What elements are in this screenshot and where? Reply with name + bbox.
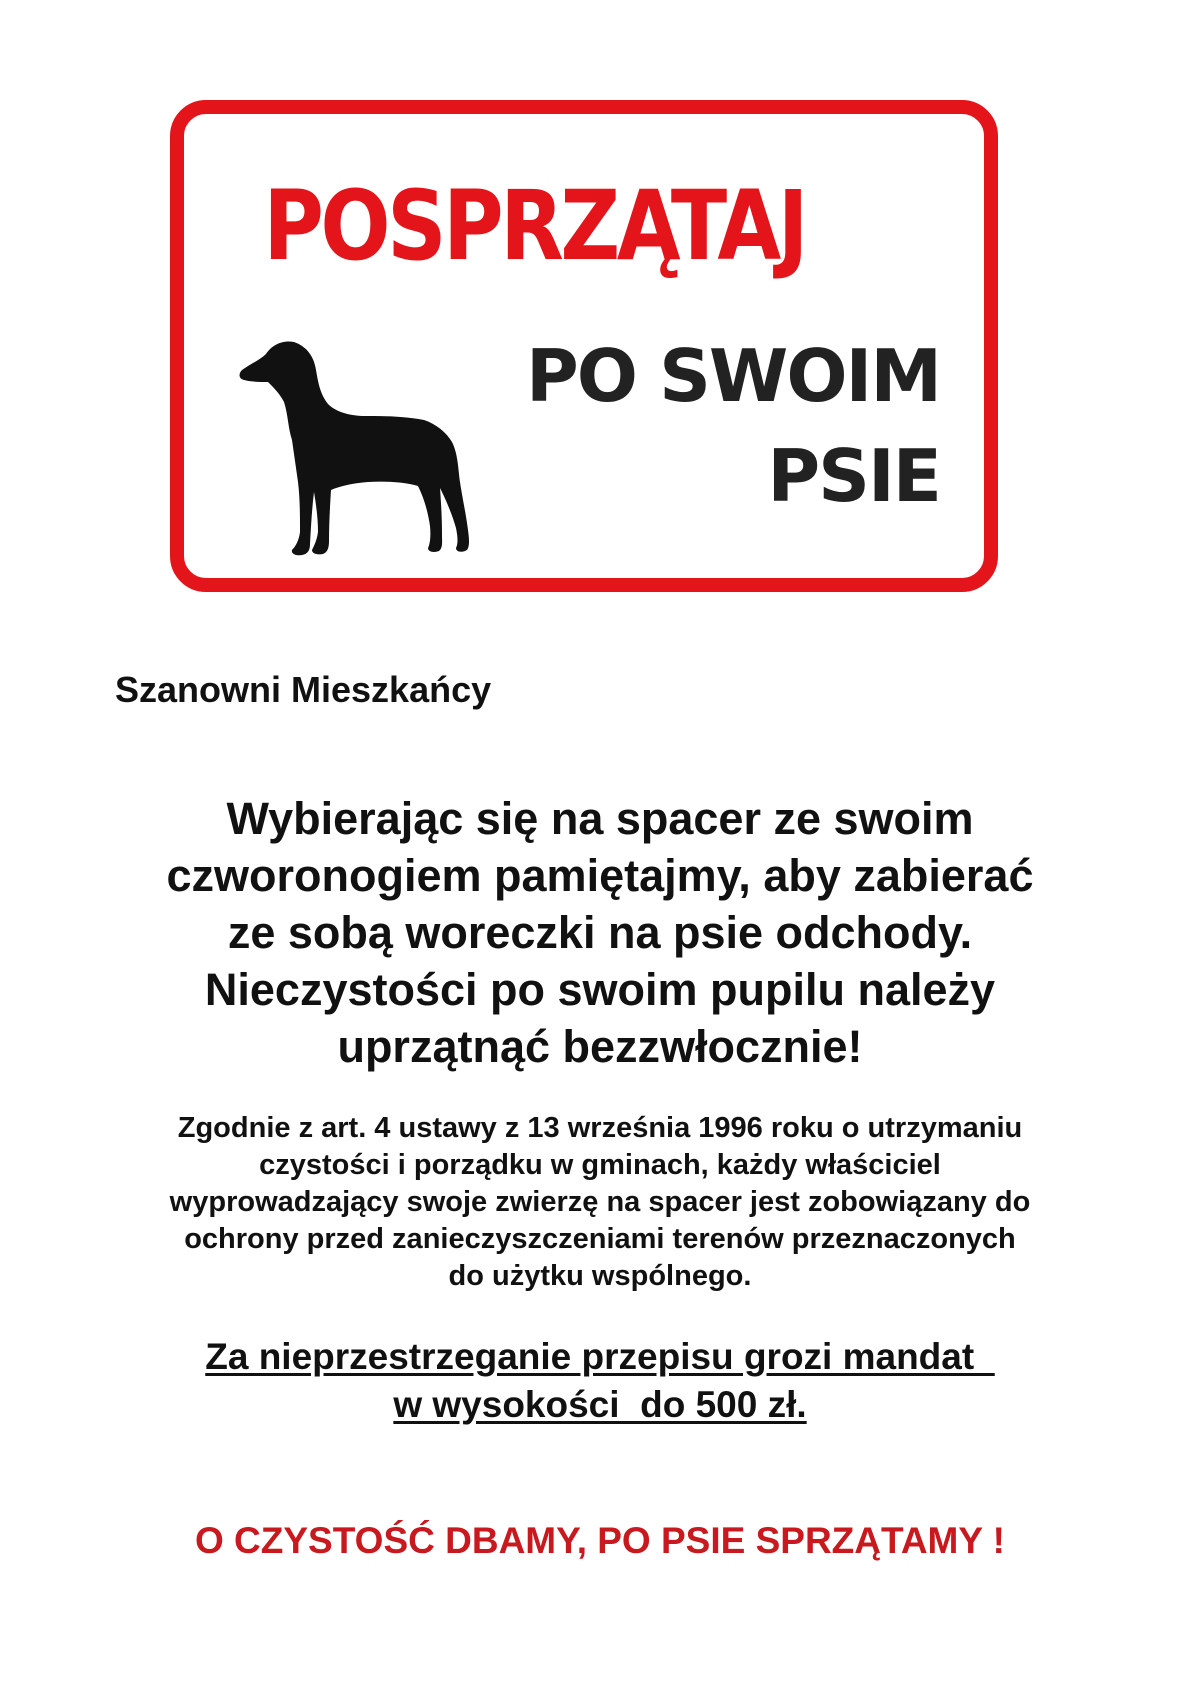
legal-notice-line: czystości i porządku w gminach, każdy właściciel [259, 1149, 941, 1181]
legal-notice-line: wyprowadzający swoje zwierzę na spacer jest zobowiązany do [169, 1186, 1031, 1218]
legal-notice-line: ochrony przed zanieczyszczeniami terenów przeznaczonych [184, 1223, 1016, 1255]
slogan: O CZYSTOŚĆ DBAMY, PO PSIE SPRZĄTAMY ! [195, 1520, 1005, 1561]
main-message [60, 790, 1140, 1075]
sign-subtitle-line2: PSIE [767, 434, 940, 518]
sign-subtitle-line1: PO SWOIM [526, 334, 940, 418]
main-message-line: Nieczystości po swoim pupilu należy [204, 964, 996, 1015]
sign-title: POSPRZĄTAJ [263, 170, 806, 282]
main-message-line: czworonogiem pamiętajmy, aby zabierać [166, 850, 1034, 901]
legal-notice-line: do użytku wspólnego. [448, 1260, 752, 1292]
legal-notice-line: Zgodnie z art. 4 ustawy z 13 września 1996 roku o utrzymaniu [177, 1112, 1023, 1144]
fine-warning-line: w wysokości do 500 zł. [393, 1384, 807, 1425]
warning-sign [170, 100, 998, 592]
fine-warning-line: Za nieprzestrzeganie przepisu grozi mandat [205, 1336, 995, 1377]
main-message-line: uprzątnąć bezzwłocznie! [337, 1021, 863, 1072]
dog-silhouette-icon [236, 336, 496, 558]
fine-warning [60, 1333, 1140, 1429]
greeting: Szanowni Mieszkańcy [115, 669, 492, 710]
main-message-line: ze sobą woreczki na psie odchody. [227, 907, 973, 958]
main-message-line: Wybierając się na spacer ze swoim [226, 793, 974, 844]
legal-notice [60, 1110, 1140, 1295]
